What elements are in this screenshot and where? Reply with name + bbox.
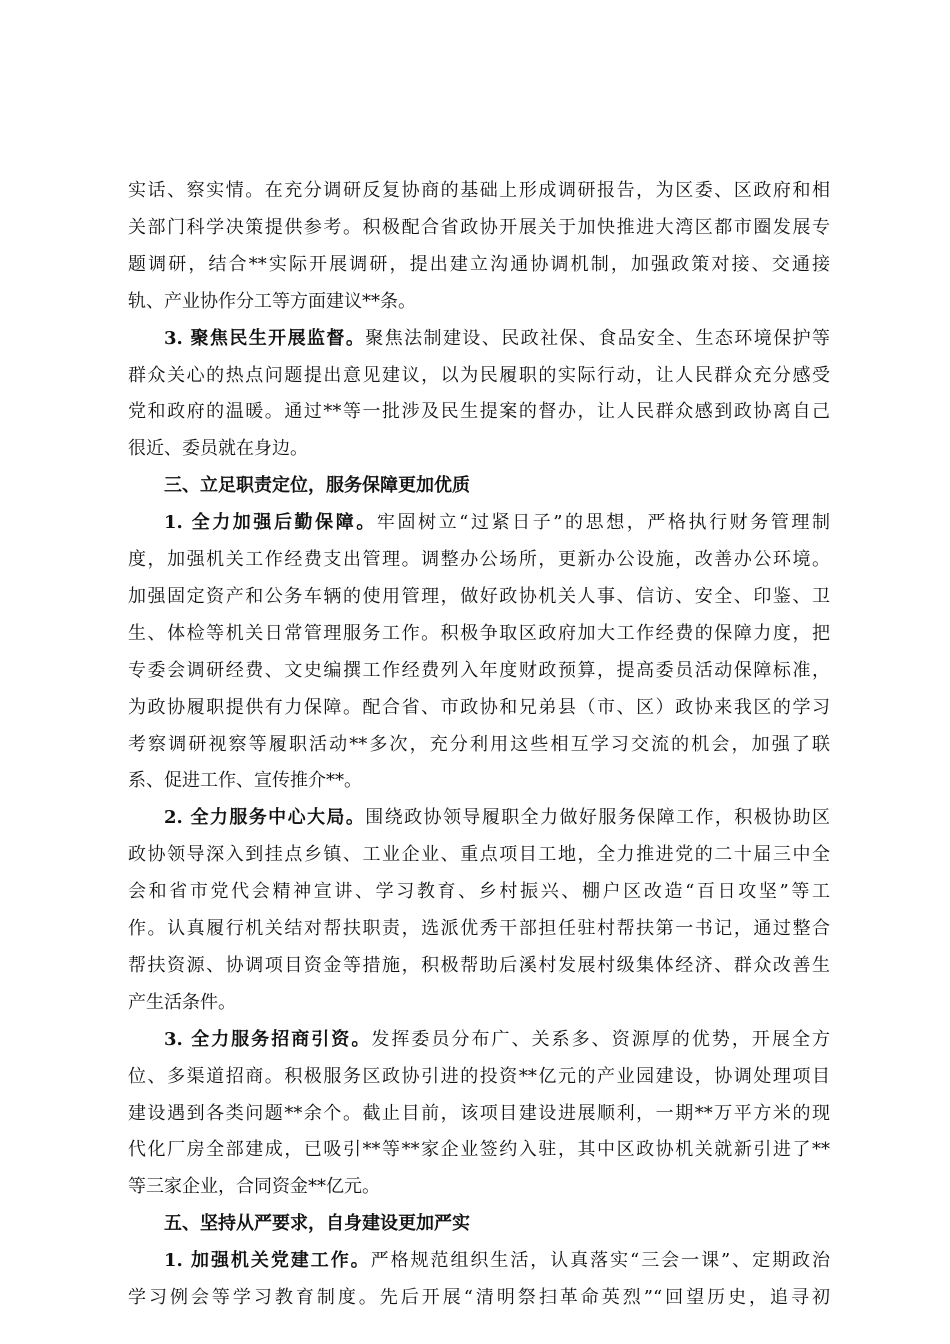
bold-heading: 三、立足职责定位，服务保障更加优质 [164, 475, 470, 497]
paragraph-line [128, 733, 830, 759]
paragraph-line [128, 1286, 830, 1312]
heading-line [164, 1028, 830, 1054]
line-text: 围绕政协领导履职全力做好服务保障工作，积极协助区 [365, 807, 830, 829]
line-text: 牢固树立“过紧日子”的思想，严格执行财务管理制 [376, 512, 830, 534]
line-text: 发挥委员分布广、关系多、资源厚的优势，开展全方 [371, 1028, 830, 1050]
paragraph-line [128, 400, 830, 426]
line-text: 帮扶资源、协调项目资金等措施，积极帮助后溪村发展村级集体经济、群众改善生 [128, 954, 830, 976]
bold-heading: 五、坚持从严要求，自身建设更加严实 [164, 1213, 470, 1235]
line-text: 产生活条件。 [128, 991, 236, 1013]
paragraph-line [128, 585, 830, 611]
bold-heading: 2. 全力服务中心大局。 [164, 807, 366, 829]
heading-line [164, 474, 830, 500]
line-text: 系、促进工作、宣传推介**。 [128, 770, 362, 792]
line-text: 聚焦法制建设、民政社保、食品安全、生态环境保护等 [365, 327, 830, 349]
line-text: 实话、察实情。在充分调研反复协商的基础上形成调研报告，为区委、区政府和相 [128, 180, 830, 201]
line-text: 生、体检等机关日常管理服务工作。积极争取区政府加大工作经费的保障力度，把 [128, 622, 830, 644]
paragraph-line [128, 548, 830, 574]
bold-heading: 3. 聚焦民生开展监督。 [164, 327, 366, 349]
paragraph-line [128, 1065, 830, 1091]
paragraph-line [128, 991, 830, 1017]
paragraph-line [128, 917, 830, 943]
line-text: 政协领导深入到挂点乡镇、工业企业、重点项目工地，全力推进党的二十届三中全 [128, 844, 830, 866]
paragraph-line [128, 880, 830, 906]
paragraph-line [128, 696, 830, 722]
line-text: 学习例会等学习教育制度。先后开展“清明祭扫革命英烈”“回望历史，追寻初 [128, 1287, 830, 1308]
line-text: 等三家企业，合同资金**亿元。 [128, 1176, 380, 1198]
bold-heading: 1. 加强机关党建工作。 [164, 1250, 371, 1272]
line-text: 位、多渠道招商。积极服务区政协引进的投资**亿元的产业园建设，协调处理项目 [128, 1065, 830, 1087]
paragraph-line [128, 290, 830, 316]
paragraph-line [128, 179, 830, 205]
line-text: 度，加强机关工作经费支出管理。调整办公场所，更新办公设施，改善办公环境。 [128, 549, 830, 570]
paragraph-line [128, 216, 830, 242]
line-text: 会和省市党代会精神宣讲、学习教育、乡村振兴、棚户区改造“百日攻坚”等工 [128, 881, 830, 903]
line-text: 为政协履职提供有力保障。配合省、市政协和兄弟县（市、区）政协来我区的学习 [128, 696, 830, 718]
line-text: 很近、委员就在身边。 [128, 438, 308, 460]
line-text: 考察调研视察等履职活动**多次，充分利用这些相互学习交流的机会，加强了联 [128, 733, 830, 755]
paragraph-line [128, 954, 830, 980]
paragraph-line [128, 769, 830, 795]
line-text: 专委会调研经费、文史编撰工作经费列入年度财政预算，提高委员活动保障标准， [128, 659, 830, 681]
paragraph-line [128, 364, 830, 390]
heading-line [164, 327, 830, 353]
paragraph-line [128, 253, 830, 279]
heading-line [164, 1212, 830, 1238]
line-text: 加强固定资产和公务车辆的使用管理，做好政协机关人事、信访、安全、印鉴、卫 [128, 585, 830, 607]
heading-line [164, 1249, 830, 1275]
line-text: 建设遇到各类问题**余个。截止目前，该项目建设进展顺利，一期**万平方米的现 [128, 1102, 830, 1124]
bold-heading: 1. 全力加强后勤保障。 [164, 512, 377, 534]
line-text: 轨、产业协作分工等方面建议**条。 [128, 290, 416, 312]
paragraph-line [128, 843, 830, 869]
paragraph-line [128, 1175, 830, 1201]
paragraph-line [128, 1138, 830, 1164]
paragraph-line [128, 1102, 830, 1128]
bold-heading: 3. 全力服务招商引资。 [164, 1028, 372, 1050]
heading-line [164, 511, 830, 537]
heading-line [164, 806, 830, 832]
line-text: 题调研，结合**实际开展调研，提出建立沟通协调机制，加强政策对接、交通接 [128, 253, 830, 275]
paragraph-line [128, 437, 830, 463]
line-text: 作。认真履行机关结对帮扶职责，选派优秀干部担任驻村帮扶第一书记，通过整合 [128, 918, 830, 939]
line-text: 党和政府的温暖。通过**等一批涉及民生提案的督办，让人民群众感到政协离自己 [128, 401, 830, 423]
paragraph-line [128, 622, 830, 648]
paragraph-line [128, 659, 830, 685]
line-text: 群众关心的热点问题提出意见建议，以为民履职的实际行动，让人民群众充分感受 [128, 364, 830, 386]
line-text: 严格规范组织生活，认真落实“三会一课”、定期政治 [370, 1250, 830, 1272]
line-text: 关部门科学决策提供参考。积极配合省政协开展关于加快推进大湾区都市圈发展专 [128, 216, 830, 238]
line-text: 代化厂房全部建成，已吸引**等**家企业签约入驻，其中区政协机关就新引进了** [128, 1139, 830, 1161]
